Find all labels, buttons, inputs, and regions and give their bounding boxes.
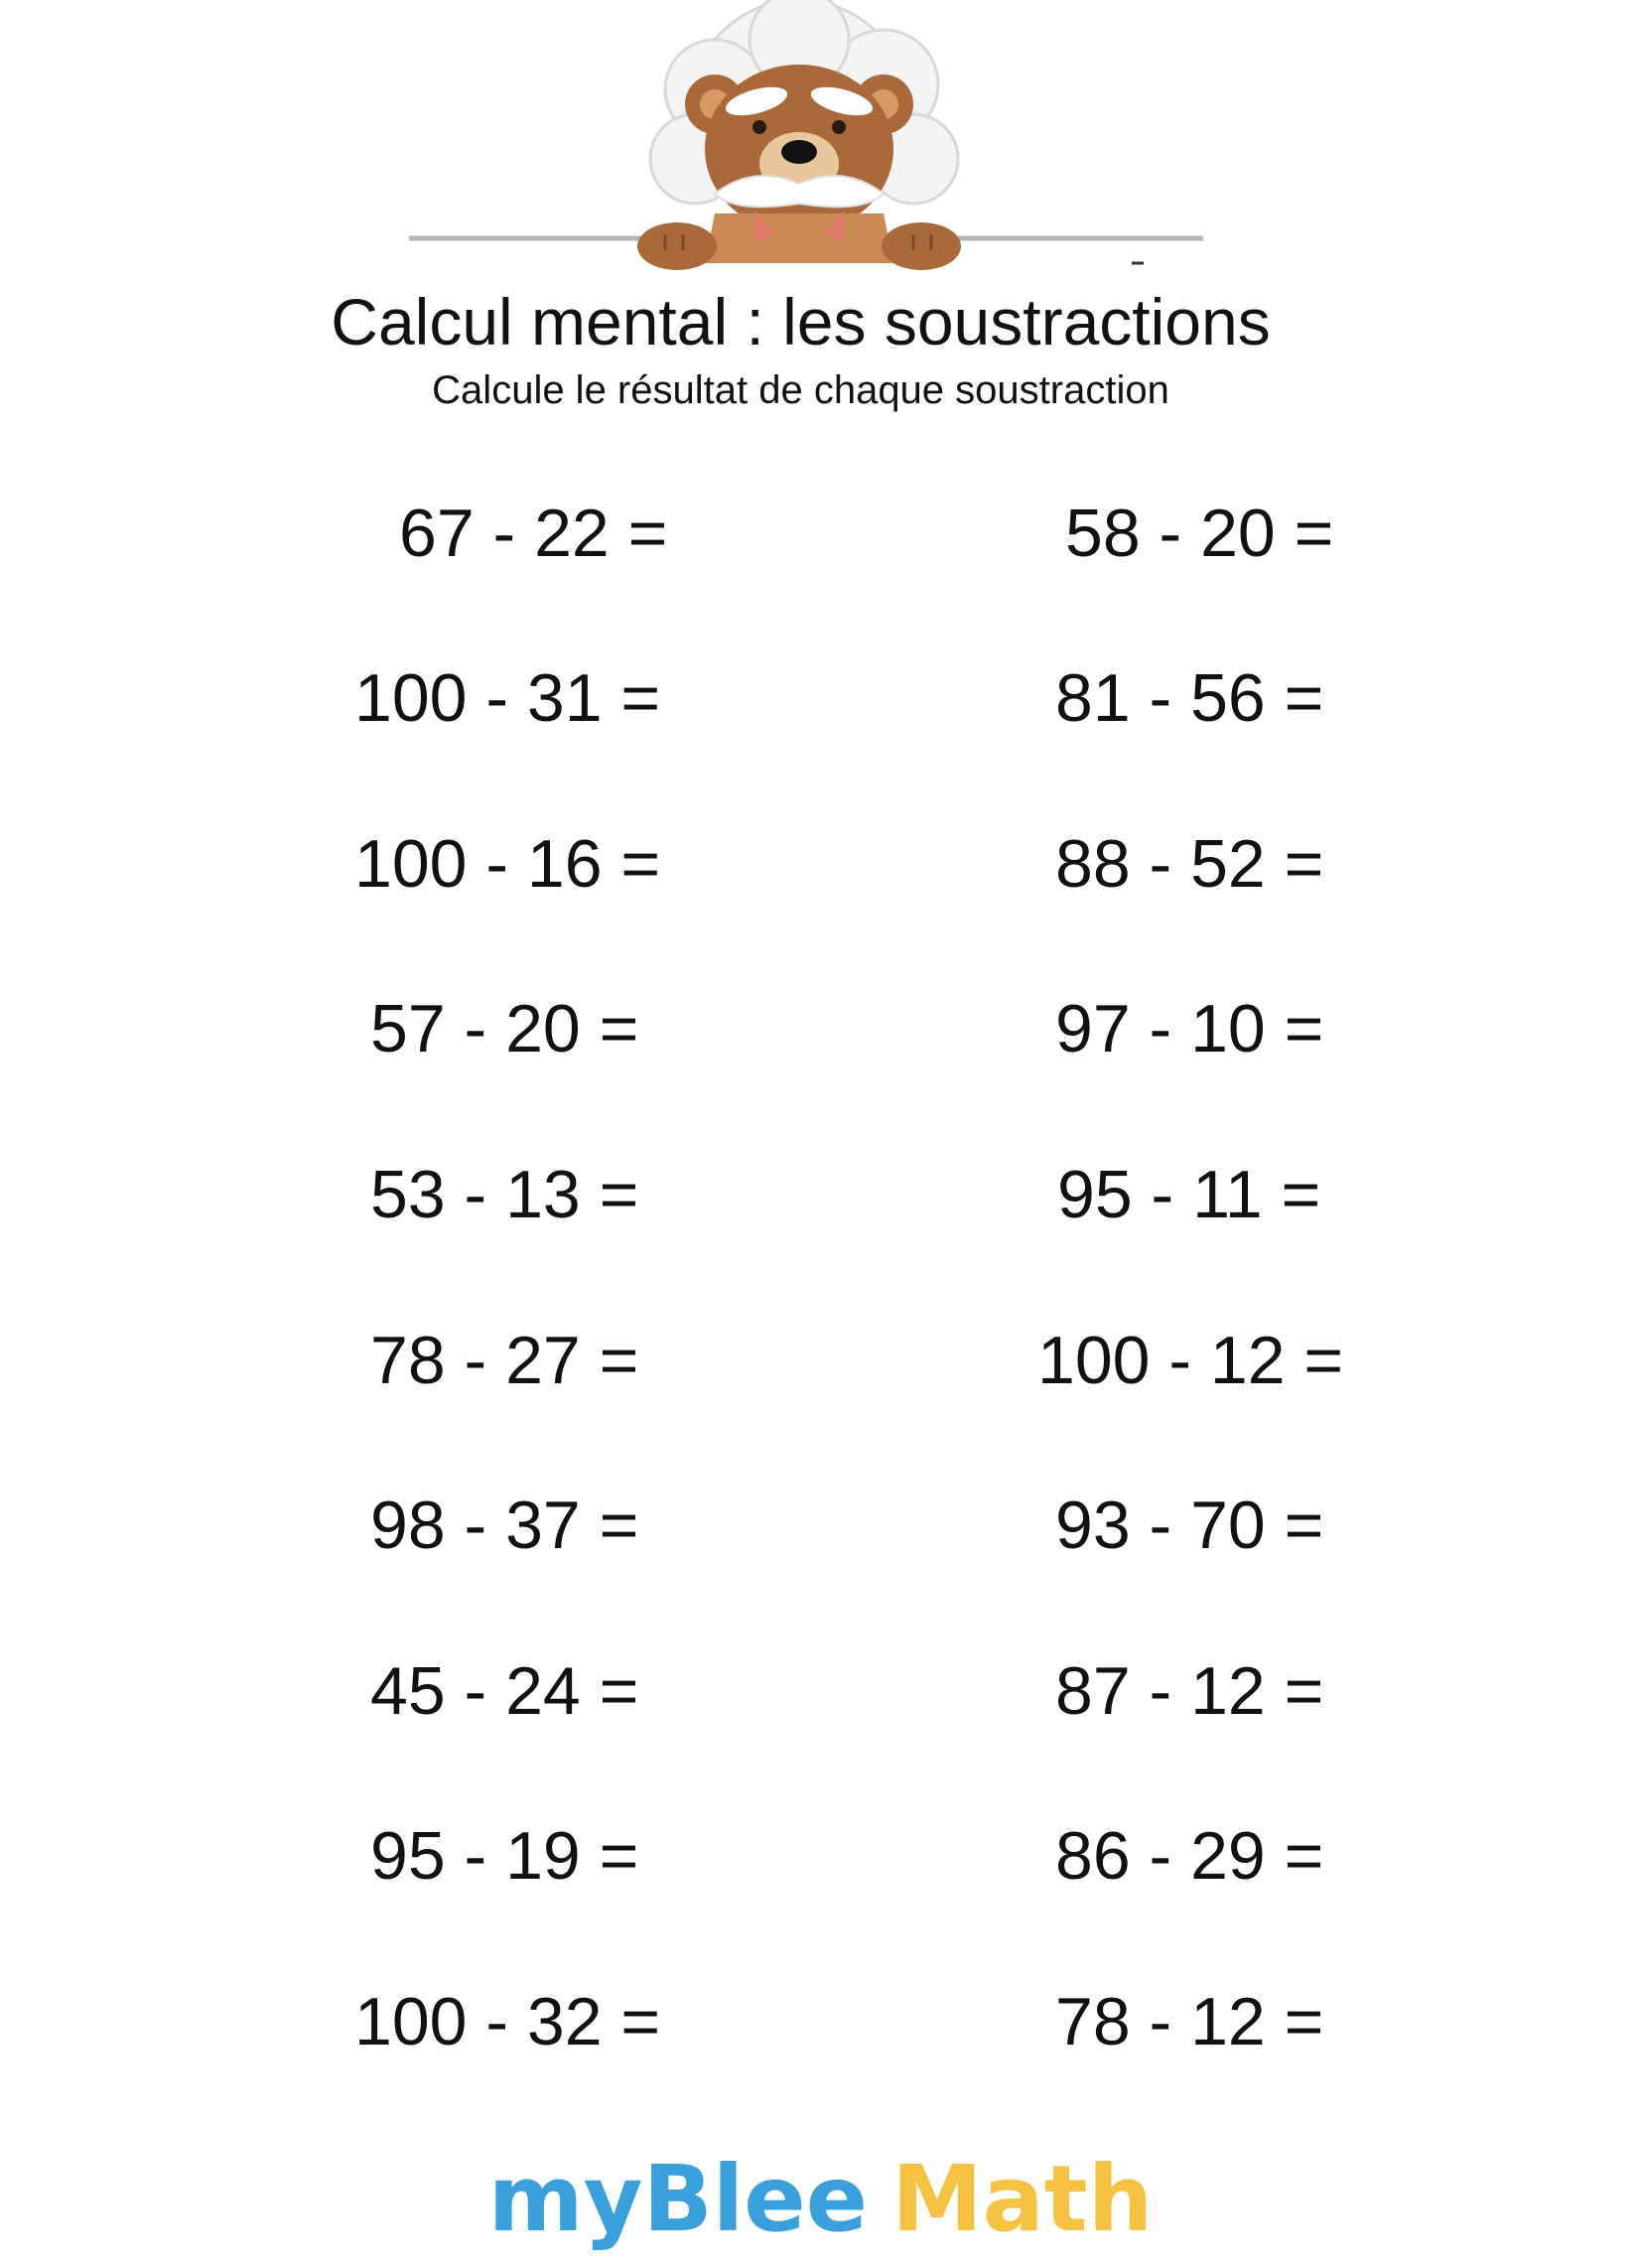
exercise-left-10: 100 - 32 =: [354, 1984, 661, 2059]
exercise-right-5: 95 - 11 =: [1057, 1157, 1321, 1232]
exercise-right-4: 97 - 10 =: [1055, 991, 1324, 1066]
page-title: Calcul mental : les soustractions: [331, 285, 1271, 358]
exercise-left-3: 100 - 16 =: [354, 826, 661, 902]
myblee-math-logo: [0, 2145, 1641, 2254]
bear-mascot-illustration: [397, 0, 1251, 278]
exercise-right-7: 93 - 70 =: [1055, 1488, 1324, 1563]
exercise-left-2: 100 - 31 =: [354, 660, 661, 736]
exercise-left-8: 45 - 24 =: [370, 1653, 639, 1729]
logo-math-text: Math: [891, 2146, 1154, 2252]
exercise-right-9: 86 - 29 =: [1055, 1818, 1324, 1894]
page-subtitle: Calcule le résultat de chaque soustraction: [432, 368, 1169, 412]
exercise-left-9: 95 - 19 =: [370, 1818, 639, 1894]
exercise-right-2: 81 - 56 =: [1055, 660, 1324, 736]
exercise-left-1: 67 - 22 =: [399, 496, 668, 571]
exercise-right-10: 78 - 12 =: [1055, 1984, 1324, 2059]
exercise-right-3: 88 - 52 =: [1055, 826, 1324, 902]
exercise-right-8: 87 - 12 =: [1055, 1653, 1324, 1729]
exercise-left-7: 98 - 37 =: [370, 1488, 639, 1563]
exercise-right-6: 100 - 12 =: [1037, 1323, 1344, 1398]
exercise-left-4: 57 - 20 =: [370, 991, 639, 1066]
exercise-right-1: 58 - 20 =: [1065, 496, 1334, 571]
logo-myblee-text: myBlee: [487, 2146, 869, 2252]
exercise-left-6: 78 - 27 =: [370, 1323, 639, 1398]
exercise-left-5: 53 - 13 =: [370, 1157, 639, 1232]
